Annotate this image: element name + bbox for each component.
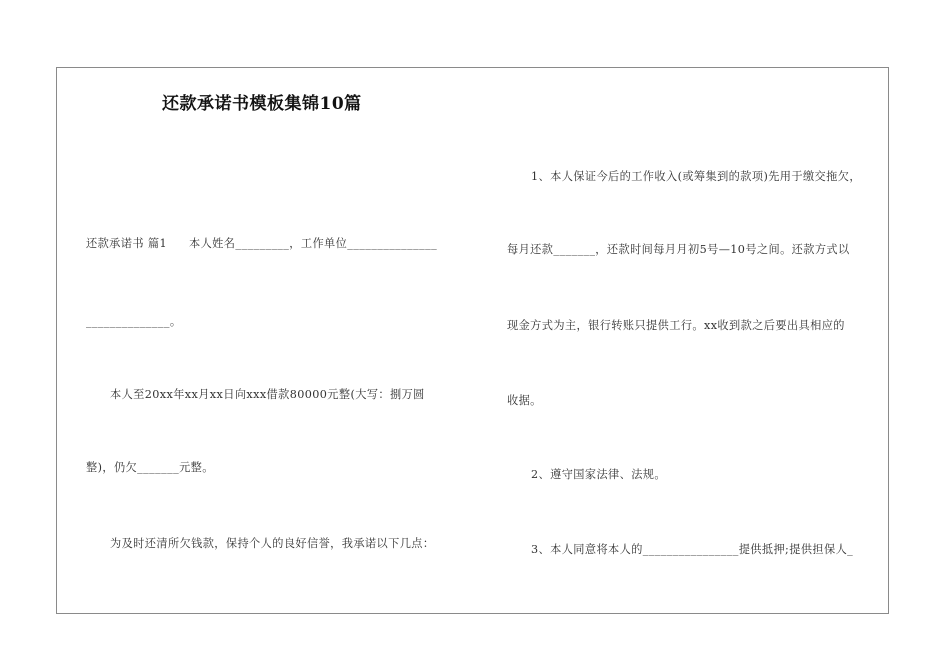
section-label: 还款承诺书 篇1 bbox=[86, 237, 167, 250]
right-line-4: 收据。 bbox=[507, 394, 542, 407]
name-and-employer-line: 本人姓名_________，工作单位_______________ bbox=[189, 237, 438, 250]
left-line-2: ______________。 bbox=[86, 315, 182, 328]
right-line-2: 每月还款_______，还款时间每月月初5号—10号之间。还款方式以 bbox=[507, 243, 850, 256]
left-line-5: 为及时还清所欠钱款，保持个人的良好信誉，我承诺以下几点： bbox=[110, 537, 435, 550]
right-line-3: 现金方式为主，银行转账只提供工行。xx收到款之后要出具相应的 bbox=[507, 319, 845, 332]
left-line-4: 整)，仍欠_______元整。 bbox=[86, 461, 214, 474]
right-line-5: 2、遵守国家法律、法规。 bbox=[531, 468, 666, 481]
page-frame bbox=[56, 67, 889, 614]
right-line-6: 3、本人同意将本人的________________提供抵押;提供担保人_ bbox=[531, 543, 854, 556]
right-line-1: 1、本人保证今后的工作收入(或筹集到的款项)先用于缴交拖欠， bbox=[531, 170, 861, 183]
left-line-heading bbox=[86, 237, 437, 251]
left-line-3: 本人至20xx年xx月xx日向xxx借款80000元整(大写：捌万圆 bbox=[110, 388, 425, 401]
document-title: 还款承诺书模板集锦10篇 bbox=[162, 94, 362, 114]
